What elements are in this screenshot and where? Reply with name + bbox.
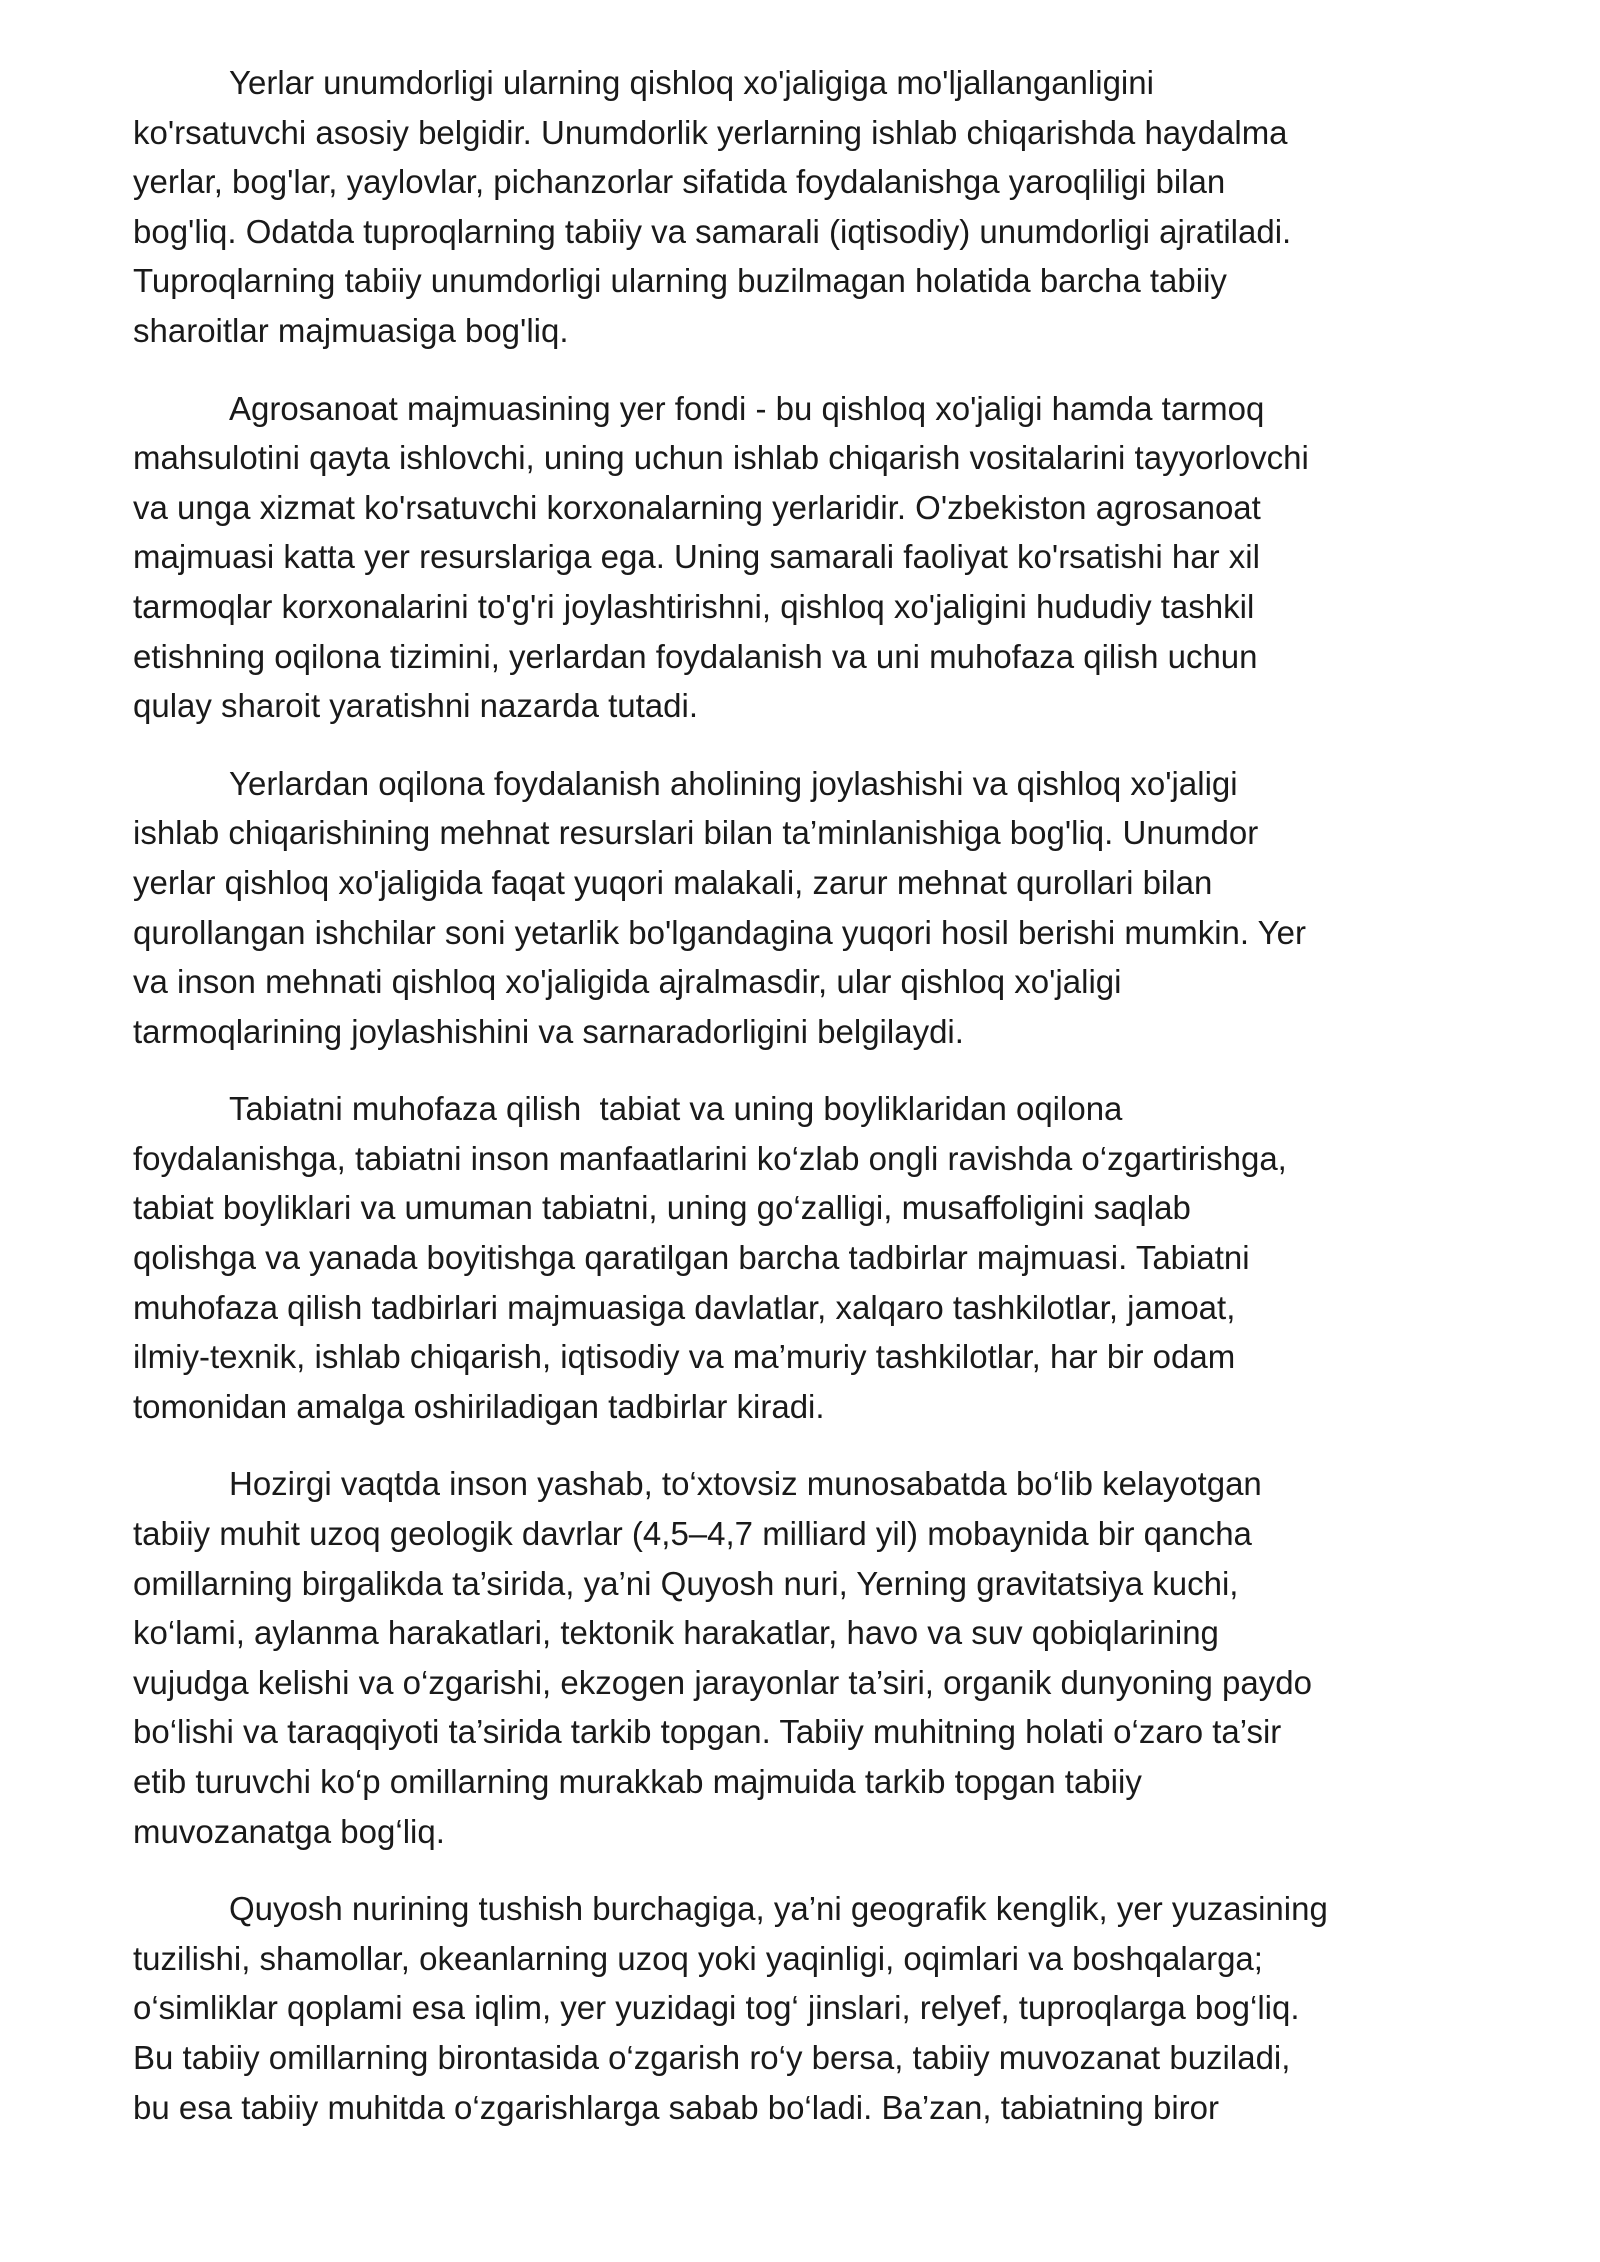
paragraph-3 xyxy=(133,759,1493,1057)
text-line: va unga xizmat ko'rsatuvchi korxonalarning yerlaridir. O'zbekiston agrosanoat xyxy=(133,488,1261,526)
paragraph-1 xyxy=(133,58,1493,356)
text-line: mahsulotini qayta ishlovchi, uning uchun ishlab chiqarish vositalarini tayyorlovchi xyxy=(133,439,1309,477)
text-line: Hozirgi vaqtda inson yashab, to‘xtovsiz munosabatda bo‘lib kelayotgan xyxy=(229,1465,1262,1503)
text-line: muhofaza qilish tadbirlari majmuasiga davlatlar, xalqaro tashkilotlar, jamoat, xyxy=(133,1288,1236,1326)
paragraph-5 xyxy=(133,1459,1493,1856)
text-line: etib turuvchi ko‘p omillarning murakkab majmuida tarkib topgan tabiiy xyxy=(133,1763,1142,1800)
text-line: Yerlardan oqilona foydalanish aholining joylashishi va qishloq xo'jaligi xyxy=(229,764,1238,802)
paragraph-2 xyxy=(133,384,1493,731)
text-line: Yerlar unumdorligi ularning qishloq xo'jaligiga mo'ljallanganligini xyxy=(229,64,1154,101)
text-line: bog'liq. Odatda tuproqlarning tabiiy va samarali (iqtisodiy) unumdorligi ajratiladi. xyxy=(133,212,1292,250)
text-line: tomonidan amalga oshiriladigan tadbirlar kiradi. xyxy=(133,1387,825,1425)
text-line: Tabiatni muhofaza qilish tabiat va uning boyliklaridan oqilona xyxy=(229,1090,1123,1128)
text-line: tarmoqlar korxonalarini to'g'ri joylashtirishni, qishloq xo'jaligini hududiy tashkil xyxy=(133,587,1255,625)
text-line: sharoitlar majmuasiga bog'liq. xyxy=(133,311,569,349)
text-line: ilmiy-texnik, ishlab chiqarish, iqtisodiy va ma’muriy tashkilotlar, har bir odam xyxy=(133,1338,1236,1376)
text-line: tabiiy muhit uzoq geologik davrlar (4,5–4,7 milliard yil) mobaynida bir qancha xyxy=(133,1515,1252,1553)
text-line: yerlar, bog'lar, yaylovlar, pichanzorlar sifatida foydalanishga yaroqliligi bilan xyxy=(133,163,1226,201)
text-line: Agrosanoat majmuasining yer fondi - bu qishloq xo'jaligi hamda tarmoq xyxy=(229,389,1265,427)
text-line: foydalanishga, tabiatni inson manfaatlarini ko‘zlab ongli ravishda o‘zgartirishga, xyxy=(133,1139,1287,1177)
text-line: ko‘lami, aylanma harakatlari, tektonik harakatlar, havo va suv qobiqlarining xyxy=(133,1614,1219,1652)
text-line: tuzilishi, shamollar, okeanlarning uzoq yoki yaqinligi, oqimlari va boshqalarga; xyxy=(133,1939,1263,1977)
text-line: Tuproqlarning tabiiy unumdorligi ularning buzilmagan holatida barcha tabiiy xyxy=(133,262,1227,300)
text-line: Bu tabiiy omillarning birontasida o‘zgarish ro‘y bersa, tabiiy muvozanat buziladi, xyxy=(133,2038,1291,2076)
text-line: yerlar qishloq xo'jaligida faqat yuqori malakali, zarur mehnat qurollari bilan xyxy=(133,863,1213,901)
text-line: omillarning birgalikda ta’sirida, ya’ni Quyosh nuri, Yerning gravitatsiya kuchi, xyxy=(133,1564,1239,1602)
text-line: o‘simliklar qoplami esa iqlim, yer yuzidagi tog‘ jinslari, relyef, tuproqlarga bog‘liq. xyxy=(133,1989,1300,2027)
text-line: majmuasi katta yer resurslariga ega. Uning samarali faoliyat ko'rsatishi har xil xyxy=(133,538,1260,576)
text-line: ishlab chiqarishining mehnat resurslari bilan ta’minlanishiga bog'liq. Unumdor xyxy=(133,814,1259,852)
text-line: tarmoqlarining joylashishini va sarnaradorligini belgilaydi. xyxy=(133,1012,964,1050)
text-line: ko'rsatuvchi asosiy belgidir. Unumdorlik yerlarning ishlab chiqarishda haydalma xyxy=(133,113,1288,151)
text-line: qolishga va yanada boyitishga qaratilgan barcha tadbirlar majmuasi. Tabiatni xyxy=(133,1239,1250,1277)
paragraph-6 xyxy=(133,1884,1493,2132)
text-line: etishning oqilona tizimini, yerlardan foydalanish va uni muhofaza qilish uchun xyxy=(133,637,1258,675)
text-line: vujudga kelishi va o‘zgarishi, ekzogen jarayonlar ta’siri, organik dunyoning paydo xyxy=(133,1663,1312,1701)
paragraph-4 xyxy=(133,1084,1493,1431)
text-line: qulay sharoit yaratishni nazarda tutadi. xyxy=(133,687,698,725)
text-line: tabiat boyliklari va umuman tabiatni, uning go‘zalligi, musaffoligini saqlab xyxy=(133,1189,1191,1227)
text-line: va inson mehnati qishloq xo'jaligida ajralmasdir, ular qishloq xo'jaligi xyxy=(133,963,1122,1001)
text-line: Quyosh nurining tushish burchagiga, ya’ni geografik kenglik, yer yuzasining xyxy=(229,1890,1328,1928)
document-page xyxy=(133,58,1493,2160)
text-line: bo‘lishi va taraqqiyoti ta’sirida tarkib topgan. Tabiiy muhitning holati o‘zaro ta’sir xyxy=(133,1713,1282,1751)
text-line: qurollangan ishchilar soni yetarlik bo'lgandagina yuqori hosil berishi mumkin. Yer xyxy=(133,913,1306,951)
text-line: bu esa tabiiy muhitda o‘zgarishlarga sabab bo‘ladi. Ba’zan, tabiatning biror xyxy=(133,2088,1220,2126)
text-line: muvozanatga bog‘liq. xyxy=(133,1812,445,1850)
